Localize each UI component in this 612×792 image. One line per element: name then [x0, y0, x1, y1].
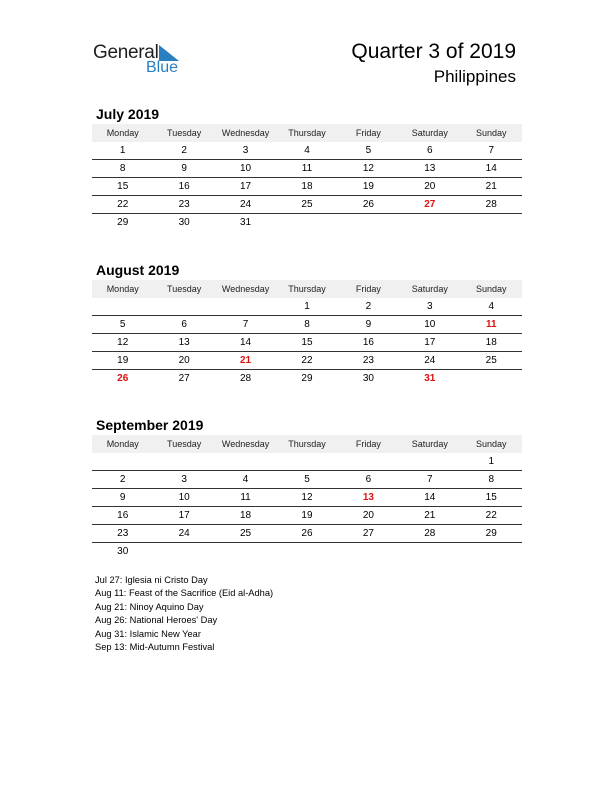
day-cell: 17 [178, 510, 190, 521]
day-cell [399, 214, 460, 231]
day-cell: 1 [304, 301, 310, 312]
day-cell: 3 [242, 145, 249, 156]
day-cell: 18 [301, 181, 313, 192]
day-cell: 26 [301, 528, 313, 539]
weekday-label: Monday [106, 439, 139, 449]
day-cell: 31 [424, 373, 436, 384]
day-cell [399, 453, 460, 470]
weekday-label: Friday [355, 128, 381, 138]
day-cell: 16 [178, 181, 190, 192]
day-cell: 10 [178, 492, 190, 503]
day-cell: 7 [242, 319, 249, 330]
day-cell: 19 [117, 355, 129, 366]
day-cell [215, 453, 276, 470]
day-cell: 17 [424, 337, 436, 348]
month-title: August 2019 [96, 262, 180, 278]
day-cell: 26 [362, 199, 374, 210]
day-cell: 12 [301, 492, 313, 503]
day-cell: 22 [117, 199, 129, 210]
day-cell: 23 [362, 355, 374, 366]
weekday-label: Sunday [475, 284, 507, 294]
day-cell: 14 [485, 163, 497, 174]
day-cell: 28 [485, 199, 497, 210]
day-cell: 9 [365, 319, 372, 330]
day-cell: 22 [301, 355, 313, 366]
weekday-label: Saturday [411, 284, 448, 294]
day-cell [461, 370, 522, 387]
month-title: September 2019 [96, 417, 204, 433]
day-cell: 29 [117, 217, 129, 228]
weekday-label: Wednesday [221, 284, 270, 294]
holiday-item: Aug 31: Islamic New Year [95, 628, 201, 639]
day-cell: 11 [240, 492, 251, 503]
day-cell: 24 [178, 528, 190, 539]
day-cell: 27 [178, 373, 190, 384]
day-cell: 1 [119, 145, 126, 156]
month-july [92, 104, 522, 231]
day-cell: 15 [301, 337, 313, 348]
day-cell: 9 [181, 163, 187, 174]
day-cell: 20 [424, 181, 436, 192]
day-cell: 21 [424, 510, 436, 521]
day-cell: 13 [424, 163, 436, 174]
holiday-item: Aug 11: Feast of the Sacrifice (Eid al-Adha) [95, 588, 274, 599]
week-row [92, 160, 522, 178]
weekday-label: Tuesday [167, 439, 202, 449]
brand-logo [93, 40, 193, 80]
week-row [92, 543, 522, 560]
day-cell: 25 [485, 355, 497, 366]
day-cell [338, 543, 399, 560]
day-cell: 22 [485, 510, 497, 521]
day-cell: 6 [365, 474, 372, 485]
day-cell [153, 298, 214, 315]
day-cell: 28 [424, 528, 436, 539]
country-name: Philippines [433, 67, 516, 86]
holiday-item: Aug 21: Ninoy Aquino Day [95, 601, 204, 612]
weekday-label: Sunday [475, 439, 507, 449]
day-cell: 3 [427, 301, 433, 312]
day-cell: 6 [427, 145, 433, 156]
day-cell: 15 [485, 492, 497, 503]
day-cell: 24 [239, 199, 252, 210]
day-cell: 30 [362, 373, 374, 384]
day-cell [92, 298, 153, 315]
weekday-label: Monday [106, 284, 139, 294]
weekday-label: Sunday [475, 128, 507, 138]
weekday-label: Thursday [288, 439, 326, 449]
week-row [92, 352, 522, 370]
day-cell: 29 [301, 373, 313, 384]
day-cell [276, 543, 337, 560]
logo-blue-text: Blue [146, 59, 179, 76]
day-cell: 17 [239, 181, 252, 192]
weekday-label: Saturday [411, 128, 448, 138]
day-cell: 2 [119, 474, 126, 485]
day-cell: 27 [362, 528, 374, 539]
day-cell: 12 [117, 337, 129, 348]
week-row [92, 507, 522, 525]
day-cell [92, 453, 153, 470]
week-row [92, 489, 522, 507]
day-cell: 11 [485, 319, 497, 330]
day-cell: 26 [117, 373, 129, 384]
day-cell: 15 [117, 181, 129, 192]
day-cell: 5 [119, 319, 126, 330]
day-cell: 31 [239, 217, 252, 228]
week-row [92, 370, 522, 387]
day-cell: 16 [117, 510, 129, 521]
day-cell: 5 [365, 145, 372, 156]
day-cell [461, 543, 522, 560]
weekday-header [92, 280, 522, 298]
week-row [92, 214, 522, 231]
day-cell: 12 [362, 163, 374, 174]
day-cell: 23 [178, 199, 190, 210]
day-cell: 2 [365, 301, 372, 312]
day-cell: 28 [239, 373, 252, 384]
weekday-header [92, 435, 522, 453]
day-cell: 25 [301, 199, 313, 210]
month-august [92, 260, 522, 387]
page-title: Quarter 3 of 2019 [351, 40, 516, 63]
day-cell: 14 [424, 492, 436, 503]
day-cell: 6 [181, 319, 187, 330]
day-cell: 23 [117, 528, 129, 539]
day-cell: 30 [178, 217, 190, 228]
day-cell: 11 [301, 163, 313, 174]
day-cell: 19 [362, 181, 374, 192]
day-cell [153, 453, 214, 470]
day-cell: 18 [485, 337, 497, 348]
week-row [92, 142, 522, 160]
day-cell: 21 [485, 181, 497, 192]
day-cell: 1 [488, 456, 495, 467]
day-cell: 3 [181, 474, 187, 485]
day-cell: 4 [242, 474, 249, 485]
month-september [92, 415, 522, 560]
day-cell [276, 453, 337, 470]
day-cell: 7 [488, 145, 495, 156]
day-cell: 29 [485, 528, 497, 539]
day-cell: 7 [427, 474, 433, 485]
day-cell: 30 [117, 546, 129, 557]
day-cell: 4 [488, 301, 495, 312]
week-row [92, 196, 522, 214]
day-cell: 16 [362, 337, 374, 348]
day-cell: 13 [362, 492, 374, 503]
weekday-label: Tuesday [167, 284, 202, 294]
weekday-label: Friday [355, 439, 381, 449]
week-row [92, 334, 522, 352]
day-cell: 9 [119, 492, 126, 503]
week-row [92, 453, 522, 471]
day-cell [276, 214, 337, 231]
weekday-label: Thursday [288, 284, 326, 294]
day-cell: 14 [239, 337, 252, 348]
day-cell: 24 [424, 355, 436, 366]
day-cell: 13 [178, 337, 190, 348]
logo-general-text: General [93, 42, 159, 63]
holiday-item: Jul 27: Iglesia ni Cristo Day [95, 575, 208, 585]
day-cell: 4 [304, 145, 310, 156]
holiday-item: Aug 26: National Heroes' Day [95, 615, 218, 626]
month-weeks [92, 453, 522, 560]
day-cell [215, 298, 276, 315]
day-cell [338, 214, 399, 231]
week-row [92, 525, 522, 543]
weekday-label: Thursday [288, 128, 326, 138]
day-cell: 8 [119, 163, 126, 174]
day-cell [153, 543, 214, 560]
day-cell [338, 453, 399, 470]
weekday-label: Wednesday [221, 439, 270, 449]
week-row [92, 316, 522, 334]
day-cell: 25 [239, 528, 252, 539]
week-row [92, 178, 522, 196]
day-cell: 20 [362, 510, 374, 521]
day-cell [215, 543, 276, 560]
day-cell: 27 [424, 199, 436, 210]
day-cell: 18 [239, 510, 252, 521]
month-weeks [92, 142, 522, 231]
weekday-label: Saturday [411, 439, 448, 449]
day-cell: 10 [239, 163, 252, 174]
month-title: July 2019 [96, 106, 160, 122]
weekday-label: Monday [106, 128, 139, 138]
holiday-item: Sep 13: Mid-Autumn Festival [95, 641, 215, 652]
weekday-label: Friday [355, 284, 381, 294]
day-cell: 10 [424, 319, 436, 330]
day-cell: 8 [488, 474, 495, 485]
weekday-label: Wednesday [221, 128, 270, 138]
weekday-label: Tuesday [167, 128, 202, 138]
month-weeks [92, 298, 522, 387]
day-cell [399, 543, 460, 560]
weekday-header [92, 124, 522, 142]
day-cell: 5 [304, 474, 310, 485]
day-cell: 2 [181, 145, 187, 156]
day-cell: 20 [178, 355, 190, 366]
day-cell: 8 [304, 319, 310, 330]
day-cell [461, 214, 522, 231]
day-cell: 21 [239, 355, 252, 366]
week-row [92, 298, 522, 316]
week-row [92, 471, 522, 489]
holiday-list [95, 574, 273, 654]
day-cell: 19 [301, 510, 313, 521]
